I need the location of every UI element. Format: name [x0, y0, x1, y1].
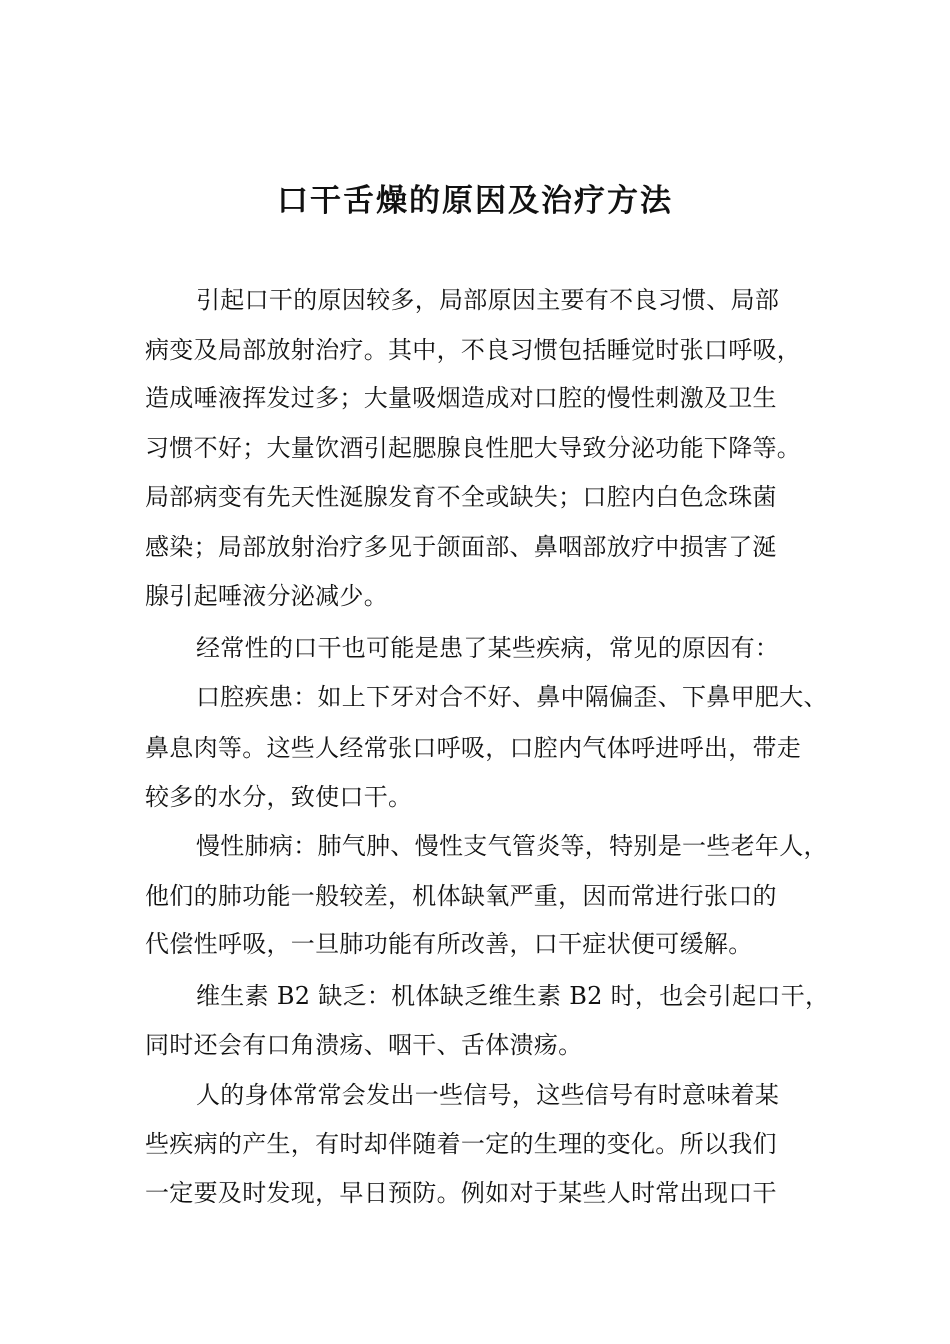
paragraph-line: 代偿性呼吸，一旦肺功能有所改善，口干症状便可缓解。: [145, 930, 753, 958]
paragraph-line: 鼻息肉等。这些人经常张口呼吸，口腔内气体呼进呼出，带走: [145, 734, 802, 762]
paragraph-line: 慢性肺病：肺气肿、慢性支气管炎等，特别是一些老年人，: [196, 832, 828, 860]
paragraph-line: 较多的水分，致使口干。: [145, 783, 413, 811]
paragraph-line: 感染；局部放射治疗多见于颌面部、鼻咽部放疗中损害了涎: [145, 533, 777, 561]
paragraph-line: 他们的肺功能一般较差，机体缺氧严重，因而常进行张口的: [145, 882, 777, 910]
paragraph-line: 习惯不好；大量饮酒引起腮腺良性肥大导致分泌功能下降等。: [145, 434, 802, 462]
paragraph-line: 口腔疾患：如上下牙对合不好、鼻中隔偏歪、下鼻甲肥大、: [196, 683, 828, 711]
paragraph-line: 造成唾液挥发过多；大量吸烟造成对口腔的慢性刺激及卫生: [145, 384, 777, 412]
paragraph-line: 些疾病的产生，有时却伴随着一定的生理的变化。所以我们: [145, 1130, 777, 1158]
paragraph-line: 同时还会有口角溃疡、咽干、舌体溃疡。: [145, 1031, 583, 1059]
paragraph-line: 病变及局部放射治疗。其中，不良习惯包括睡觉时张口呼吸，: [145, 336, 802, 364]
paragraph-line: 人的身体常常会发出一些信号，这些信号有时意味着某: [196, 1081, 780, 1109]
paragraph-line: 维生素 B2 缺乏：机体缺乏维生素 B2 时，也会引起口干，: [196, 982, 830, 1010]
paragraph-line: 腺引起唾液分泌减少。: [145, 582, 388, 610]
document-title: 口干舌燥的原因及治疗方法: [277, 183, 673, 219]
paragraph-line: 引起口干的原因较多，局部原因主要有不良习惯、局部: [196, 286, 780, 314]
paragraph-line: 经常性的口干也可能是患了某些疾病，常见的原因有：: [196, 634, 780, 662]
paragraph-line: 局部病变有先天性涎腺发育不全或缺失；口腔内白色念珠菌: [145, 483, 777, 511]
paragraph-line: 一定要及时发现，早日预防。例如对于某些人时常出现口干: [145, 1179, 777, 1207]
